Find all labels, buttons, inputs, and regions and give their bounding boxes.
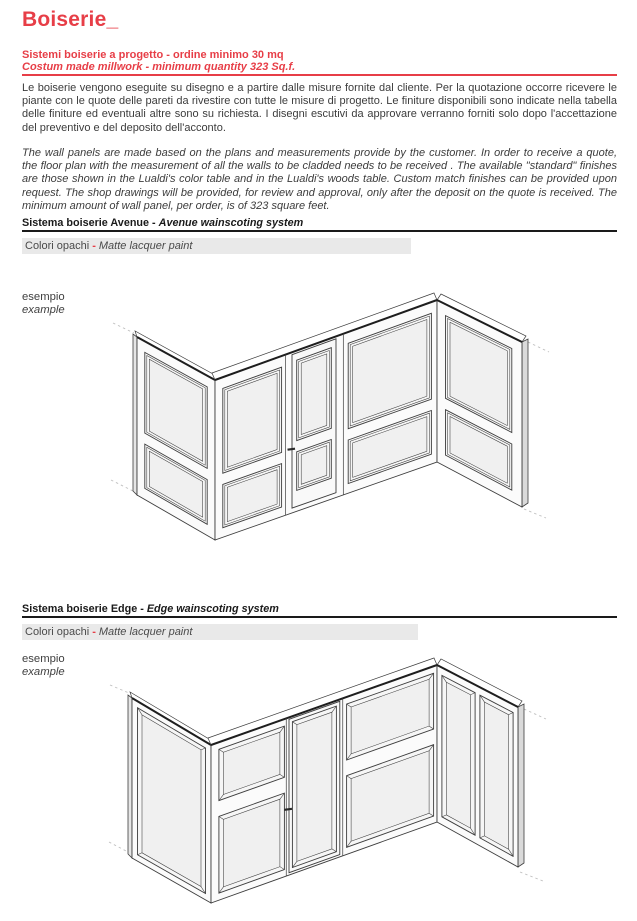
section-heading-edge [22,603,279,615]
finish-label-english: Matte lacquer paint [98,626,193,638]
section-heading-avenue [22,217,303,229]
heading-separator: - [140,603,144,615]
page-title: Boiserie_ [22,8,119,31]
black-divider-rule [22,616,617,618]
avenue-wainscoting-isometric-drawing [100,290,550,580]
example-caption-english: example [22,303,65,316]
intro-subtitle-english: Costum made millwork - minimum quantity 323 Sq.f. [22,60,296,73]
finish-label-italian: Colori opachi [25,626,90,638]
finish-label-english: Matte lacquer paint [98,240,193,252]
intro-subtitle [22,50,295,73]
example-caption-italian: esempio [22,291,65,303]
section-heading-avenue-english: Avenue wainscoting system [158,217,304,229]
black-divider-rule [22,230,617,232]
intro-paragraph-english: The wall panels are made based on the plans and measurements provide by the customer. In order to receive a quote, the floor plan with the measurement of all the walls to be cladded needs to be received . The available "standard" finishes are those shown in the Lualdi's color table and in the Lualdi's woods table. Custom match finishes can be provided upon request. The shop drawings will be provided, for review and approval, only after the deposit on the quote is received. The minimum amount of wall panel, per order, is of 323 square feet. [22,147,617,212]
intro-subtitle-italian: Sistemi boiserie a progetto - ordine minimo 30 mq [22,49,284,61]
finish-bar-edge [22,624,418,640]
edge-wainscoting-isometric-drawing [100,645,580,921]
example-caption-italian: esempio [22,653,65,665]
intro-paragraph-italian: Le boiserie vengono eseguite su disegno e a partire dalle misure fornite dal cliente. Per la quotazione occorre ricevere le piante con le quote delle pareti da rivestire con tutte le misure di progetto. Le finiture disponibili sono indicate nella tabella delle finiture ed eventuali altre sono su richiesta. I disegni escutivi da approvare verranno forniti solo dopo l'accettazione del preventivo e del deposito dell'acconto. [22,82,617,134]
finish-separator: - [92,626,96,638]
example-caption-english: example [22,665,65,678]
finish-separator: - [92,240,96,252]
section-heading-edge-italian: Sistema boiserie Edge [22,603,138,615]
section-heading-edge-english: Edge wainscoting system [146,603,279,615]
heading-separator: - [152,217,156,229]
example-caption-avenue [22,291,65,316]
example-caption-edge [22,653,65,678]
finish-bar-avenue [22,238,411,254]
finish-label-italian: Colori opachi [25,240,90,252]
section-heading-avenue-italian: Sistema boiserie Avenue [22,217,150,229]
red-divider-rule [22,74,617,76]
